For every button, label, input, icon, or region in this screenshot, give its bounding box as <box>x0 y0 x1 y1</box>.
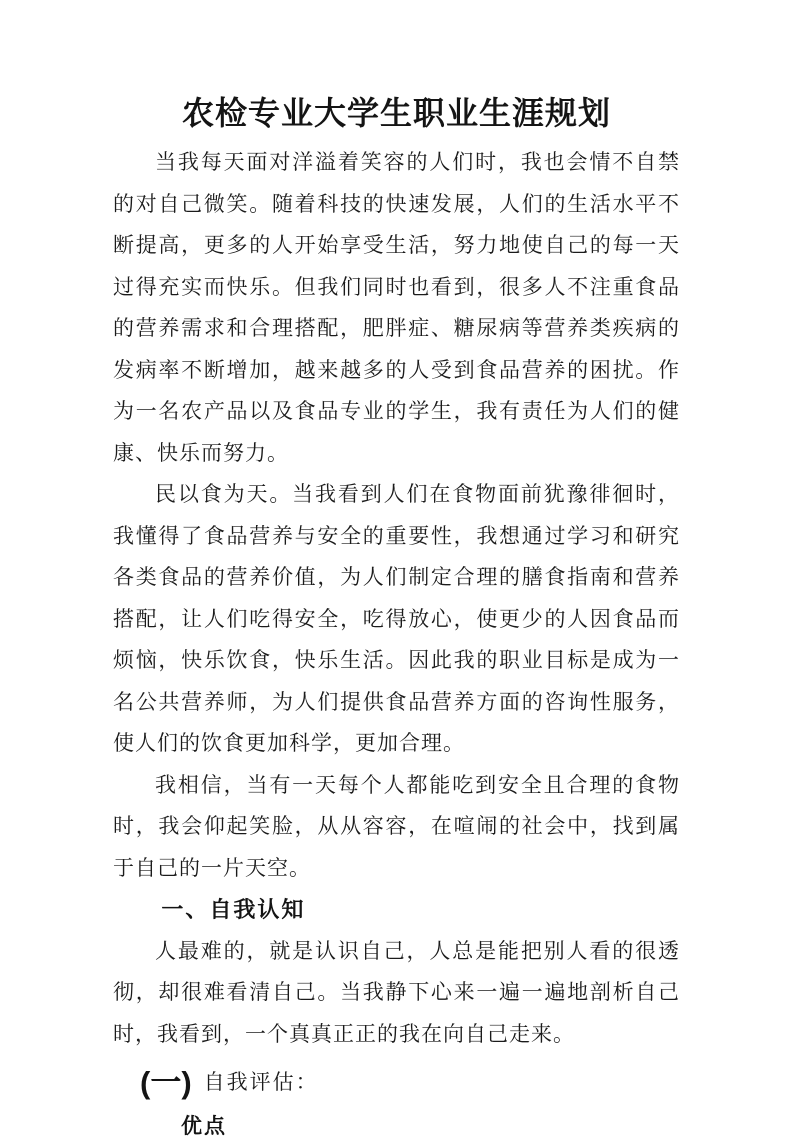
subsection-number-marker: (一) <box>140 1064 192 1100</box>
subsection-label: 自我评估： <box>203 1070 319 1094</box>
subsection-self-evaluation <box>113 1058 680 1106</box>
document-title: 农检专业大学生职业生涯规划 <box>181 95 611 131</box>
section1-paragraph: 人最难的，就是认识自己，人总是能把别人看的很透彻，却很难看清自己。当我静下心来一遍一遍地剖析自己时，我看到，一个真真正正的我在向自己走来。 <box>113 939 680 1046</box>
intro-paragraph-1: 当我每天面对洋溢着笑容的人们时，我也会情不自禁的对自己微笑。随着科技的快速发展，人们的生活水平不断提高，更多的人开始享受生活，努力地使自己的每一天过得充实而快乐。但我们同时也看到，很多人不注重食品的营养需求和合理搭配，肥胖症、糖尿病等营养类疾病的发病率不断增加，越来越多的人受到食品营养的困扰。作为一名农产品以及食品专业的学生，我有责任为人们的健康、快乐而努力。 <box>113 151 680 465</box>
intro-paragraph-3: 我相信，当有一天每个人都能吃到安全且合理的食物时，我会仰起笑脸，从从容容，在喧闹的社会中，找到属于自己的一片天空。 <box>113 773 680 880</box>
section-heading-self-awareness: 一、自我认知 <box>161 897 306 922</box>
advantages-label: 优点 <box>181 1114 227 1138</box>
intro-paragraph-2: 民以食为天。当我看到人们在食物面前犹豫徘徊时，我懂得了食品营养与安全的重要性，我想通过学习和研究各类食品的营养价值，为人们制定合理的膳食指南和营养搭配，让人们吃得安全，吃得放心，使更少的人因食品而烦恼，快乐饮食，快乐生活。因此我的职业目标是成为一名公共营养师，为人们提供食品营养方面的咨询性服务，使人们的饮食更加科学，更加合理。 <box>113 483 680 755</box>
